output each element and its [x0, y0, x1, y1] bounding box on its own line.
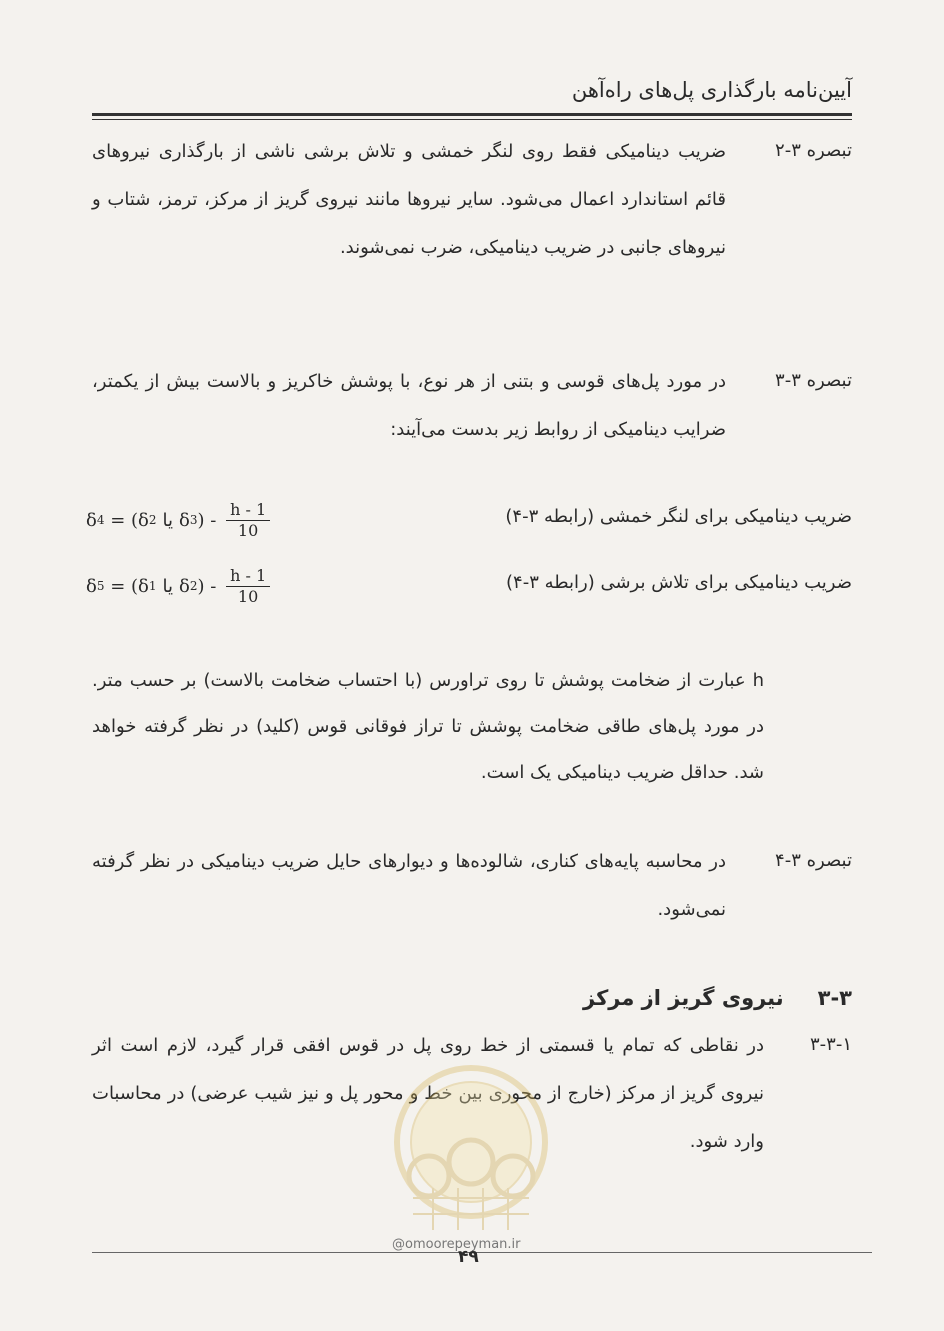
watermark-seal	[383, 1058, 558, 1238]
section-number: ۳-۳	[817, 986, 852, 1010]
footer-rule	[92, 1252, 872, 1253]
equation-5-label: ضریب دینامیکی برای تلاش برشی (رابطه ۳-۴)	[506, 572, 852, 593]
equation-5-b-sub: 2	[189, 579, 198, 593]
footer-site: @omoorepeyman.ir	[392, 1237, 521, 1252]
equation-5-a-sub: 1	[148, 579, 157, 593]
equation-4	[86, 500, 852, 540]
equation-4-lhs-sub: 4	[96, 513, 105, 527]
note-3-label: تبصره ۳-۳	[775, 370, 852, 391]
equation-5-fraction	[226, 566, 270, 607]
equation-4-b: δ	[179, 509, 190, 531]
page-number: ۴۹	[458, 1247, 479, 1267]
equation-4-lhs: δ	[86, 509, 97, 531]
equation-4-or: یا	[162, 509, 174, 531]
page-header-title: آیین‌نامه بارگذاری پل‌های راه‌آهن	[571, 78, 852, 102]
equation-4-a-sub: 2	[148, 513, 157, 527]
note-2-text: ضریب دینامیکی فقط روی لنگر خمشی و تلاش برشی ناشی از بارگذاری نیروهای قائم استاندارد اعمال می‌شود. سایر نیروها مانند نیروی گریز از مرکز، ترمز، شتاب و نیروهای جانبی در ضریب دینامیکی، ضرب نمی‌شوند.	[92, 141, 726, 258]
equation-5	[86, 566, 852, 606]
section-heading	[583, 986, 852, 1010]
equation-4-numerator: h - 1	[226, 500, 270, 521]
equation-4-formula: δ 4 = ( δ 2 یا δ 3 ) - $\frac{h - 1}{10}$	[86, 500, 270, 540]
equation-5-a: δ	[138, 575, 149, 597]
equation-5-numerator: h - 1	[226, 566, 270, 587]
equation-5-b: δ	[179, 575, 190, 597]
equation-4-a: δ	[138, 509, 149, 531]
note-3-text: در مورد پل‌های قوسی و بتنی از هر نوع، با پوشش خاکریز و بالاست بیش از یکمتر، ضرایب دینامیکی از روابط زیر بدست می‌آیند:	[92, 371, 726, 440]
equation-4-b-sub: 3	[189, 513, 198, 527]
equation-4-denominator: 10	[237, 520, 259, 540]
note-4-label: تبصره ۳-۴	[775, 850, 852, 871]
note-4-text: در محاسبه پایه‌های کناری، شالوده‌ها و دیوارهای حایل ضریب دینامیکی در نظر گرفته نمی‌شود.	[92, 851, 726, 920]
equation-4-label: ضریب دینامیکی برای لنگر خمشی (رابطه ۳-۴)	[505, 506, 852, 527]
equation-4-fraction	[226, 500, 270, 541]
header-rule-thin	[92, 119, 852, 120]
header-rule-thick	[92, 113, 852, 116]
note-2-label: تبصره ۳-۲	[775, 140, 852, 161]
equation-5-formula: δ 5 = ( δ 1 یا δ 2 ) - $\frac{h - 1}{10}$	[86, 566, 270, 606]
clause-number: ۳-۳-۱	[810, 1034, 852, 1055]
equation-5-lhs-sub: 5	[96, 579, 105, 593]
clause-text: در نقاطی که تمام یا قسمتی از خط روی پل در قوس افقی قرار گیرد، لازم است اثر نیروی گریز از مرکز (خارج از محوری بین خط و محور پل و نیز شیب عرضی) در محاسبات وارد شود.	[92, 1035, 764, 1152]
equation-5-or: یا	[162, 575, 174, 597]
equation-5-denominator: 10	[237, 586, 259, 606]
section-title: نیروی گریز از مرکز	[583, 986, 784, 1010]
equation-5-lhs: δ	[86, 575, 97, 597]
h-definition-text: h عبارت از ضخامت پوشش تا روی تراورس (با احتساب ضخامت بالاست) بر حسب متر. در مورد پل‌های طاقی ضخامت پوشش تا تراز فوقانی قوس (کلید) در نظر گرفته خواهد شد. حداقل ضریب دینامیکی یک است.	[92, 670, 764, 783]
